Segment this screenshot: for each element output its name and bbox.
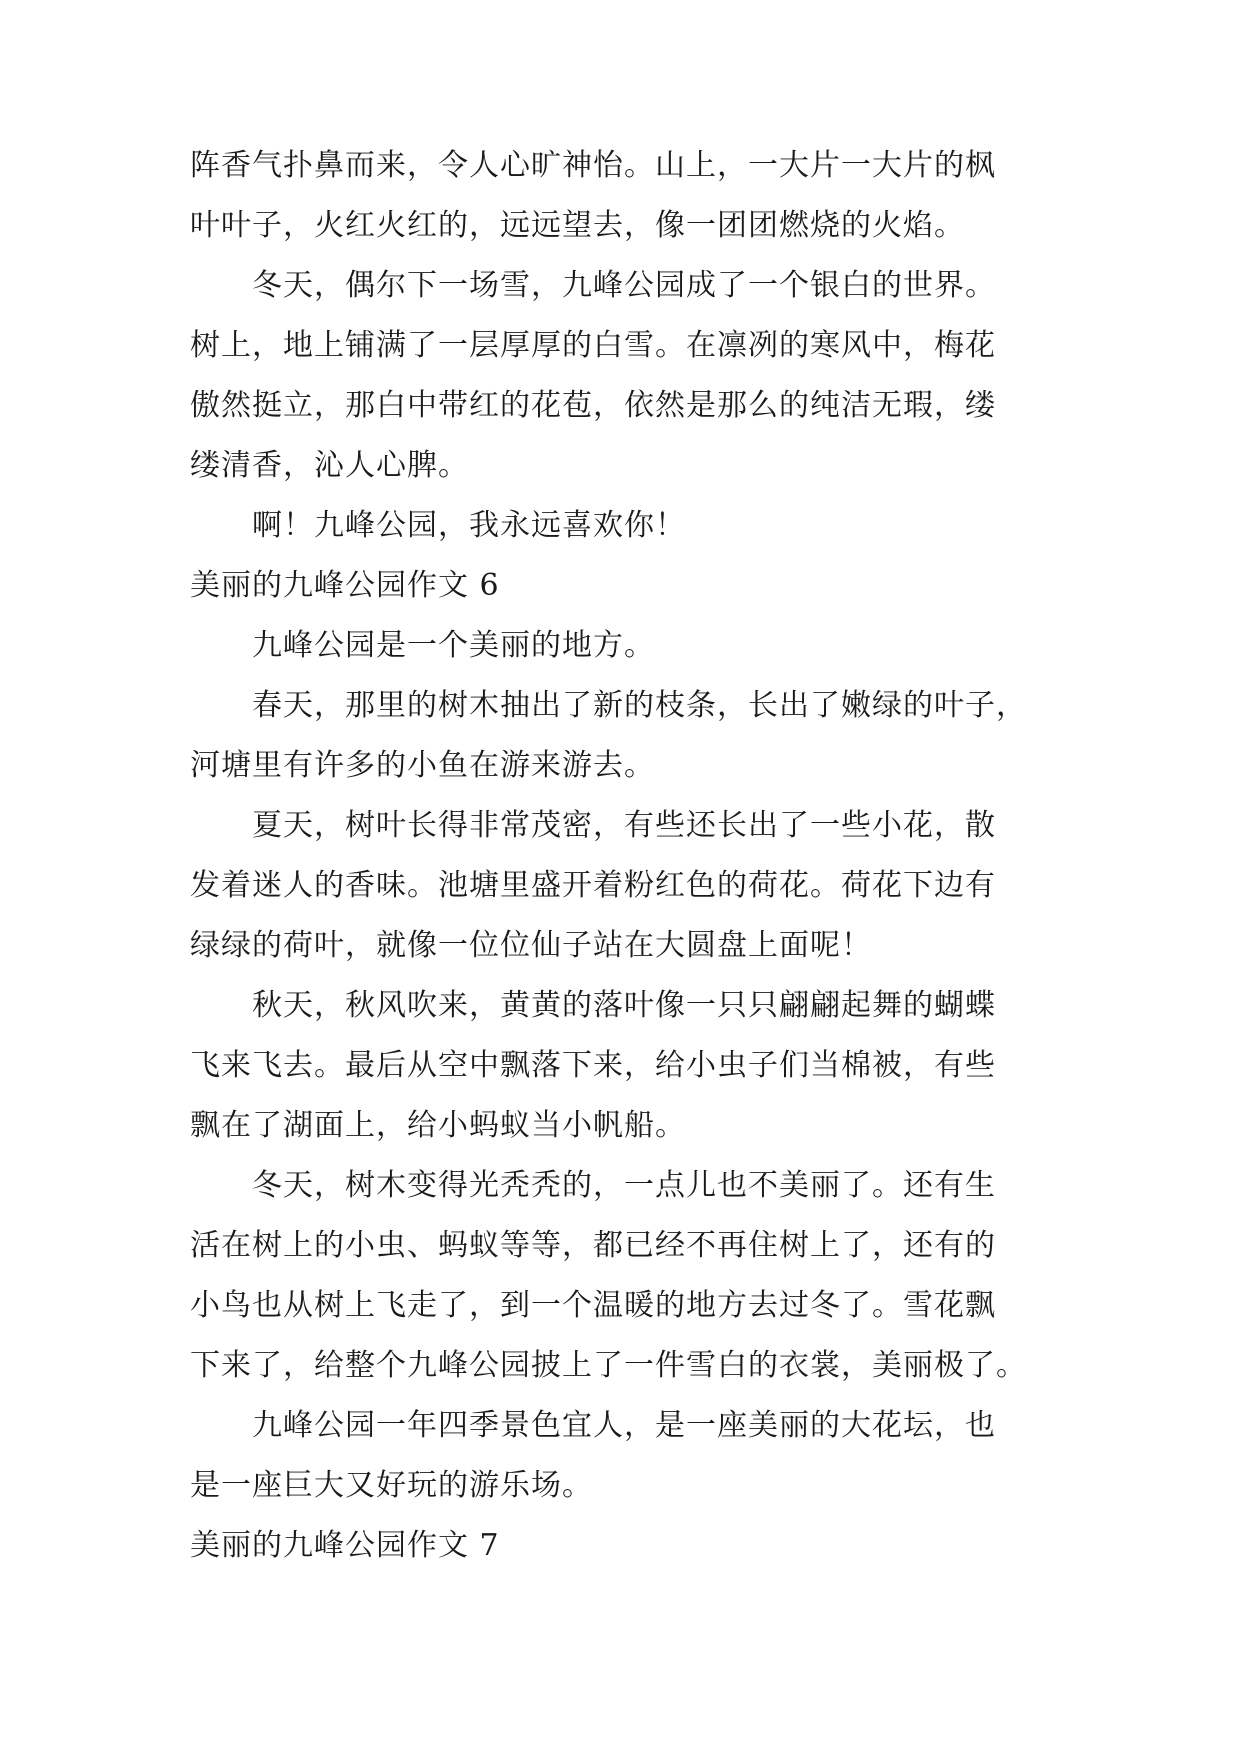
text-line: 发着迷人的香味。池塘里盛开着粉红色的荷花。荷花下边有 [190, 868, 996, 903]
text-line: 傲然挺立，那白中带红的花苞，依然是那么的纯洁无瑕，缕 [190, 388, 996, 423]
text-line: 绿绿的荷叶，就像一位位仙子站在大圆盘上面呢！ [190, 928, 872, 963]
text-line: 冬天，偶尔下一场雪，九峰公园成了一个银白的世界。 [252, 268, 996, 303]
text-line: 叶叶子，火红火红的，远远望去，像一团团燃烧的火焰。 [190, 208, 965, 243]
section-heading: 美丽的九峰公园作文 6 [190, 568, 500, 603]
text-line: 春天，那里的树木抽出了新的枝条，长出了嫩绿的叶子， [252, 688, 1027, 723]
text-line: 冬天，树木变得光秃秃的，一点儿也不美丽了。还有生 [252, 1168, 996, 1203]
text-line: 飘在了湖面上，给小蚂蚁当小帆船。 [190, 1108, 686, 1143]
text-line: 飞来飞去。最后从空中飘落下来，给小虫子们当棉被，有些 [190, 1048, 996, 1083]
text-line: 九峰公园一年四季景色宜人，是一座美丽的大花坛，也 [252, 1408, 996, 1443]
text-line: 啊！九峰公园，我永远喜欢你！ [252, 508, 686, 543]
text-line: 九峰公园是一个美丽的地方。 [252, 628, 655, 663]
text-line: 下来了，给整个九峰公园披上了一件雪白的衣裳，美丽极了。 [190, 1348, 1027, 1383]
text-line: 小鸟也从树上飞走了，到一个温暖的地方去过冬了。雪花飘 [190, 1288, 996, 1323]
section-heading: 美丽的九峰公园作文 7 [190, 1528, 500, 1563]
text-line: 阵香气扑鼻而来，令人心旷神怡。山上，一大片一大片的枫 [190, 148, 996, 183]
text-line: 树上，地上铺满了一层厚厚的白雪。在凛冽的寒风中，梅花 [190, 328, 996, 363]
text-line: 是一座巨大又好玩的游乐场。 [190, 1468, 593, 1503]
text-line: 活在树上的小虫、蚂蚁等等，都已经不再住树上了，还有的 [190, 1228, 996, 1263]
text-line: 河塘里有许多的小鱼在游来游去。 [190, 748, 655, 783]
text-line: 秋天，秋风吹来，黄黄的落叶像一只只翩翩起舞的蝴蝶 [252, 988, 996, 1023]
text-line: 夏天，树叶长得非常茂密，有些还长出了一些小花，散 [252, 808, 996, 843]
text-line: 缕清香，沁人心脾。 [190, 448, 469, 483]
